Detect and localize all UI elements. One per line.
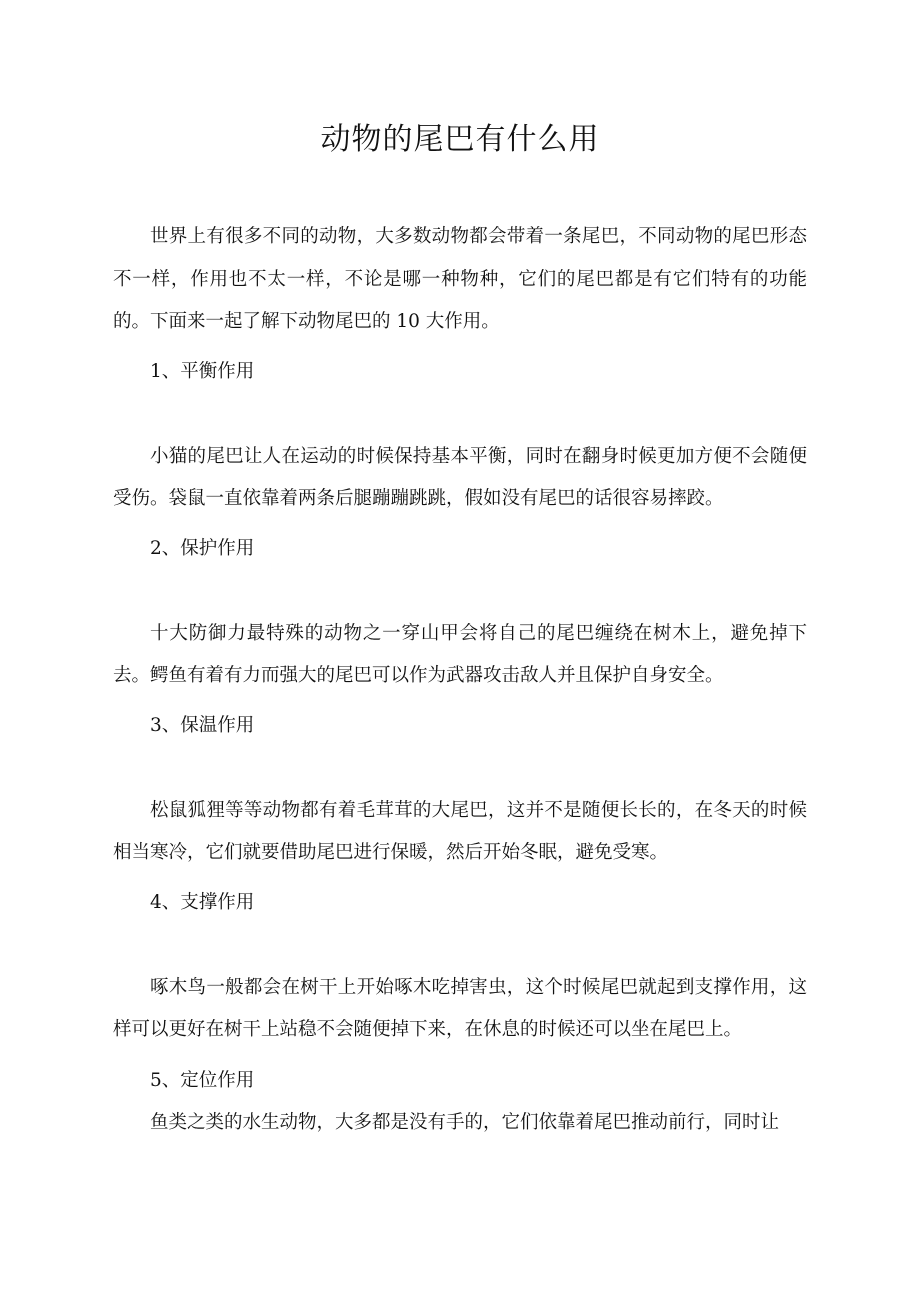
section-body-balance: 小猫的尾巴让人在运动的时候保持基本平衡，同时在翻身时候更加方便不会随便受伤。袋鼠一直依靠着两条后腿蹦蹦跳跳，假如没有尾巴的话很容易摔跤。 <box>113 445 807 509</box>
section-body-positioning: 鱼类之类的水生动物，大多都是没有手的，它们依靠着尾巴推动前行，同时让 <box>150 1112 780 1133</box>
intro-paragraph: 世界上有很多不同的动物，大多数动物都会带着一条尾巴，不同动物的尾巴形态不一样，作用也不太一样，不论是哪一种物种，它们的尾巴都是有它们特有的功能的。下面来一起了解下动物尾巴的 10 大作用。 <box>113 226 807 332</box>
section-body-support: 啄木鸟一般都会在树干上开始啄木吃掉害虫，这个时候尾巴就起到支撑作用，这样可以更好在树干上站稳不会随便掉下来，在休息的时候还可以坐在尾巴上。 <box>113 976 807 1040</box>
section-body-warmth: 松鼠狐狸等等动物都有着毛茸茸的大尾巴，这并不是随便长长的，在冬天的时候相当寒冷，它们就要借助尾巴进行保暖，然后开始冬眠，避免受寒。 <box>113 799 807 863</box>
document-body <box>113 216 807 1145</box>
section-heading-positioning: 5、定位作用 <box>150 1069 255 1091</box>
section-body-protection: 十大防御力最特殊的动物之一穿山甲会将自己的尾巴缠绕在树木上，避免掉下去。鳄鱼有着有力而强大的尾巴可以作为武器攻击敌人并且保护自身安全。 <box>113 622 807 686</box>
section-heading-warmth: 3、保温作用 <box>150 714 255 736</box>
section-heading-balance: 1、平衡作用 <box>150 360 255 382</box>
section-heading-support: 4、支撑作用 <box>150 891 255 913</box>
section-heading-protection: 2、保护作用 <box>150 537 255 559</box>
document-title: 动物的尾巴有什么用 <box>320 122 600 157</box>
